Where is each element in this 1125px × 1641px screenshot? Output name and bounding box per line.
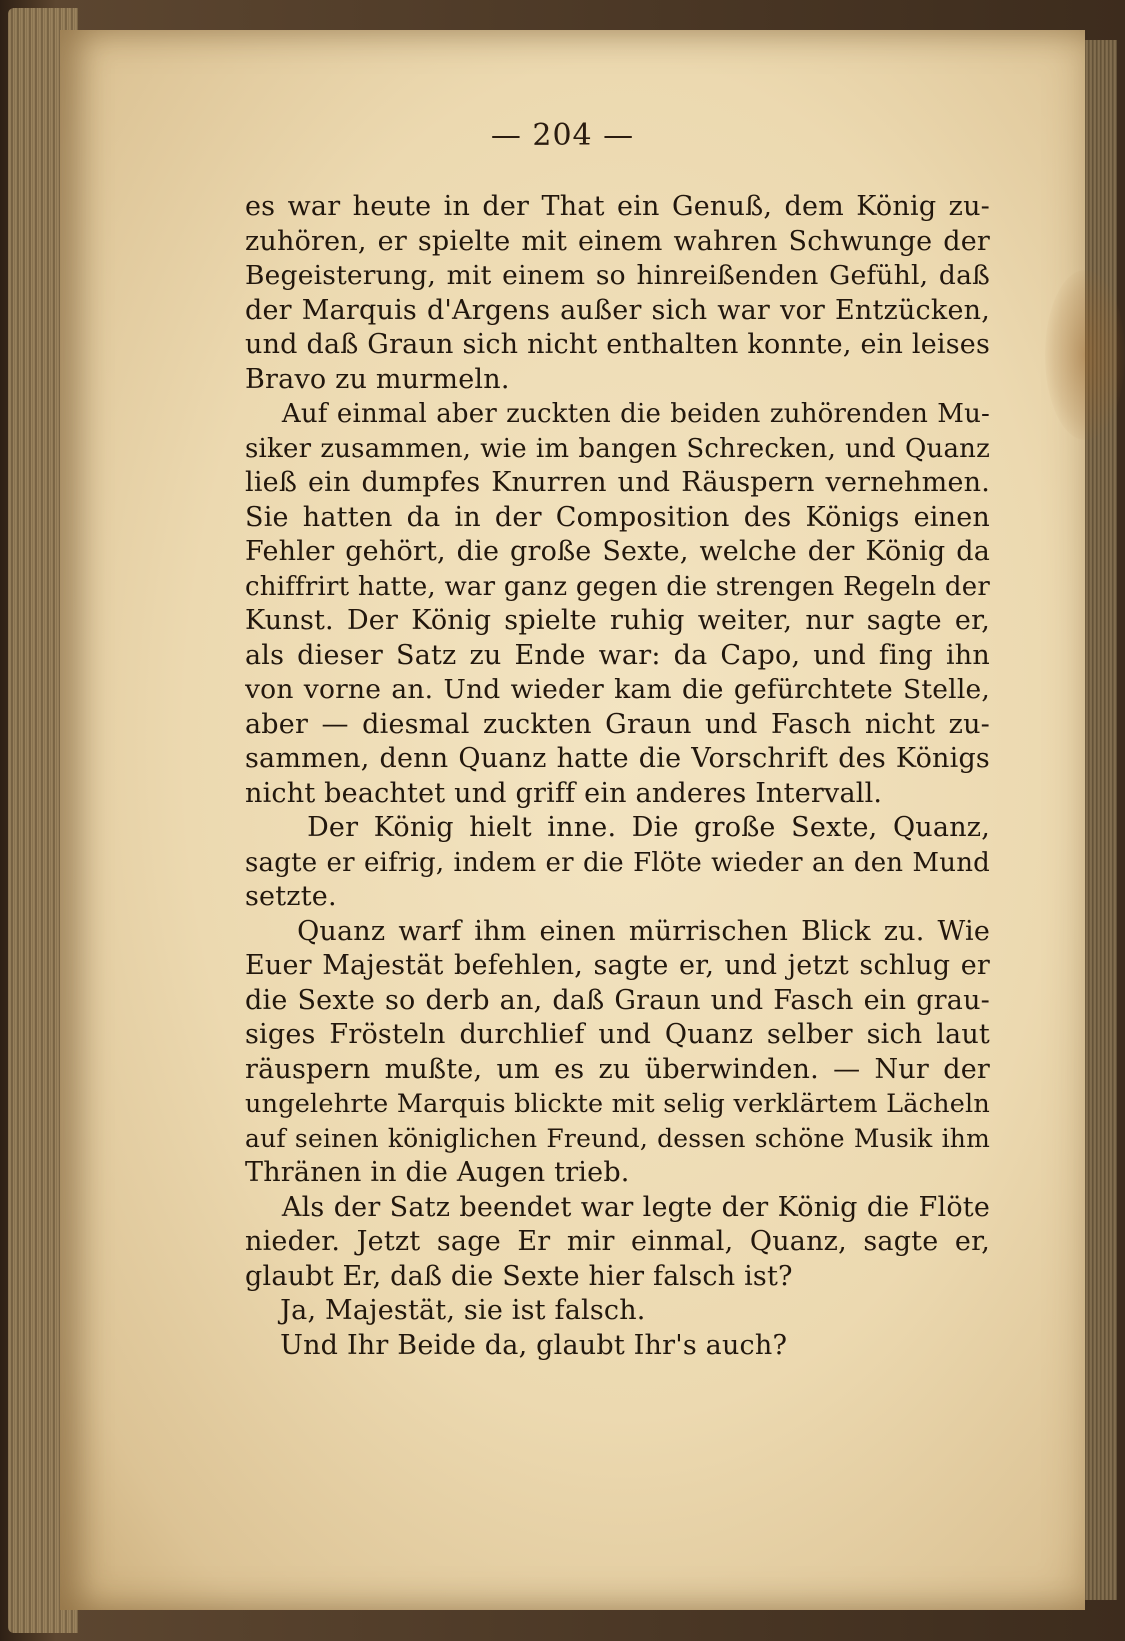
text-line: sammen, denn Quanz hatte die Vorschrift des Königs: [245, 743, 990, 774]
text-line: aber — diesmal zuckten Graun und Fasch nicht zu-: [245, 708, 990, 740]
text-line: sagte er eifrig, indem er die Flöte wieder an den Mund: [245, 847, 990, 878]
text-line: chiffrirt hatte, war ganz gegen die strengen Regeln der: [245, 571, 990, 602]
text-line: Euer Majestät befehlen, sagte er, und jetzt schlug er: [245, 950, 990, 981]
page-number: — 204 —: [490, 118, 635, 153]
text-line: Und Ihr Beide da, glaubt Ihr's auch?: [245, 1329, 788, 1361]
text-line: nieder. Jetzt sage Er mir einmal, Quanz, sagte er,: [245, 1226, 990, 1257]
paper-stain: [1045, 270, 1125, 440]
text-line: Bravo zu murmeln.: [245, 363, 510, 395]
text-line: Thränen in die Augen trieb.: [245, 1157, 630, 1188]
text-line: es war heute in der That ein Genuß, dem König zu-: [245, 191, 990, 222]
text-line: Quanz warf ihm einen mürrischen Blick zu. Wie: [245, 915, 990, 947]
text-line: Fehler gehört, die große Sexte, welche der König da: [245, 536, 990, 567]
text-line: Ja, Majestät, sie ist falsch.: [245, 1295, 646, 1326]
body-text: [245, 190, 990, 1363]
text-line: Begeisterung, mit einem so hinreißenden Gefühl, daß: [245, 260, 990, 291]
text-line: setzte.: [245, 881, 337, 912]
text-line: der Marquis d'Argens außer sich war vor Entzücken,: [245, 294, 990, 326]
text-line: die Sexte so derb an, daß Graun und Fasch ein grau-: [245, 984, 990, 1016]
text-line: ließ ein dumpfes Knurren und Räuspern vernehmen.: [245, 467, 990, 498]
text-line: siges Frösteln durchlief und Quanz selber sich laut: [245, 1019, 990, 1050]
text-line: räuspern mußte, um es zu überwinden. — Nur der: [245, 1053, 990, 1085]
text-line: und daß Graun sich nicht enthalten konnte, ein leises: [245, 329, 990, 360]
text-line: nicht beachtet und griff ein anderes Intervall.: [245, 777, 883, 809]
text-line: ungelehrte Marquis blickte mit selig verklärtem Lächeln: [245, 1089, 990, 1119]
text-line: siker zusammen, wie im bangen Schrecken, und Quanz: [245, 433, 990, 464]
text-line: zuhören, er spielte mit einem wahren Schwunge der: [245, 225, 990, 257]
text-line: Als der Satz beendet war legte der König die Flöte: [245, 1191, 990, 1223]
text-line: Sie hatten da in der Composition des Königs einen: [245, 501, 990, 533]
text-line: als dieser Satz zu Ende war: da Capo, und fing ihn: [245, 639, 990, 671]
text-line: glaubt Er, daß die Sexte hier falsch ist?: [245, 1260, 793, 1292]
text-line: von vorne an. Und wieder kam die gefürchtete Stelle,: [245, 674, 990, 705]
text-line: Auf einmal aber zuckten die beiden zuhörenden Mu-: [245, 399, 990, 429]
text-line: auf seinen königlichen Freund, dessen schöne Musik ihm: [245, 1123, 990, 1153]
text-line: Der König hielt inne. Die große Sexte, Quanz,: [245, 812, 990, 843]
text-line: Kunst. Der König spielte ruhig weiter, nur sagte er,: [245, 605, 990, 636]
